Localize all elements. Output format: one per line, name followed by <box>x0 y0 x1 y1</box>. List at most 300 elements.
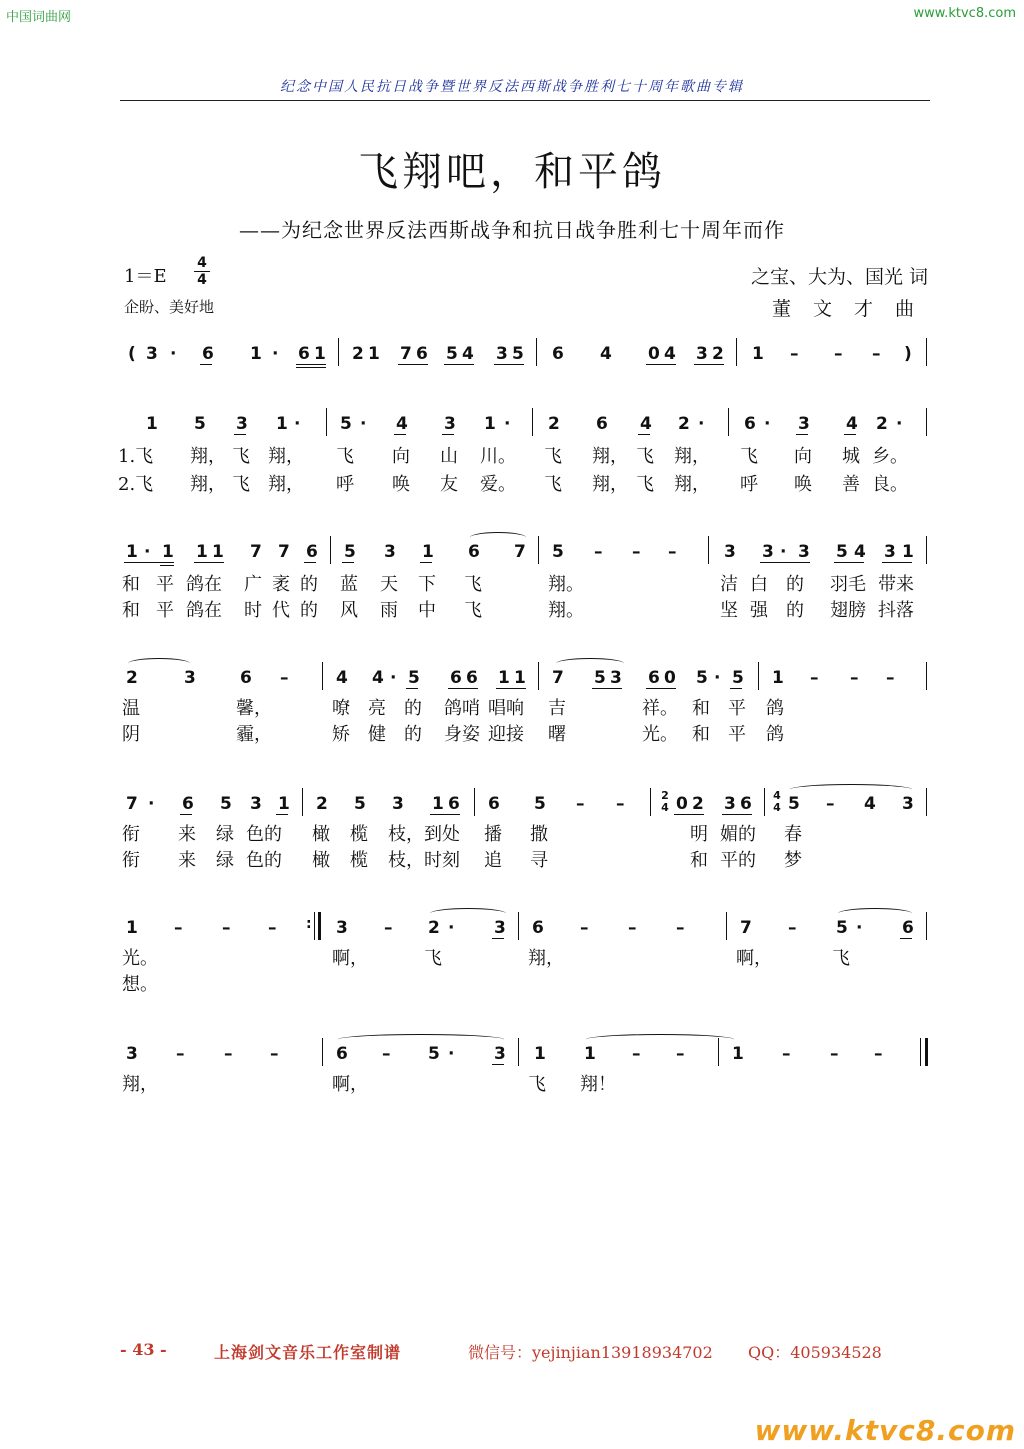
lyric-syllable: 蓝 <box>340 574 358 595</box>
lyric-syllable: 霾， <box>236 724 272 745</box>
note: – <box>594 542 603 562</box>
line3-lyrics-verse1 <box>0 694 1024 720</box>
slur-arc <box>838 908 912 919</box>
note: 1 <box>484 414 496 434</box>
line1-notes <box>0 408 1024 438</box>
note: 1 <box>732 1044 744 1064</box>
lyric-syllable: 飞 <box>424 948 442 969</box>
note: · <box>144 542 151 562</box>
note: 1 <box>162 542 174 562</box>
lyric-syllable: 爱。 <box>480 474 516 495</box>
lyric-syllable: 曙 <box>548 724 566 745</box>
beam-underline <box>160 565 174 566</box>
note: 2 <box>876 414 888 434</box>
line3-lyrics-verse2 <box>0 720 1024 746</box>
lyric-syllable: 温 <box>122 698 140 719</box>
note: 5 <box>220 794 232 814</box>
note: 5 <box>408 668 420 688</box>
note: 6 <box>240 668 252 688</box>
note: 6 <box>902 918 914 938</box>
qq-id: QQ：405934528 <box>748 1343 882 1362</box>
note: 7 <box>400 344 412 364</box>
lyric-syllable: 翔。 <box>548 600 584 621</box>
lyric-syllable: 乡。 <box>872 446 908 467</box>
note: 1 <box>368 344 380 364</box>
beam-underline <box>900 938 912 939</box>
note: 6 <box>336 1044 348 1064</box>
note: 5 <box>836 918 848 938</box>
lyric-syllable: 带来 <box>878 574 914 595</box>
lyric-syllable: 啊， <box>736 948 772 969</box>
note: 6 <box>306 542 318 562</box>
lyric-syllable: 的 <box>404 724 422 745</box>
note: – <box>628 918 637 938</box>
series-banner: 纪念中国人民抗日战争暨世界反法西斯战争胜利七十周年歌曲专辑 <box>280 79 744 95</box>
note: 3 <box>392 794 404 814</box>
lyric-syllable: 洁 <box>720 574 738 595</box>
bar-line <box>338 338 339 366</box>
lyric-syllable: 亮 <box>368 698 386 719</box>
intro-notes <box>0 338 1024 368</box>
slur-arc <box>556 658 624 669</box>
bar-line <box>926 338 927 366</box>
lyric-syllable: 啊， <box>332 948 368 969</box>
note: 3 <box>494 1044 506 1064</box>
beam-underline <box>722 814 752 815</box>
lyric-syllable: 鸽 <box>766 724 784 745</box>
note: 6 <box>488 794 500 814</box>
lyric-syllable: 山 <box>440 446 458 467</box>
lyric-syllable: 唤 <box>794 474 812 495</box>
lyric-syllable: 代 <box>272 600 290 621</box>
note: 6 <box>596 414 608 434</box>
beam-underline <box>442 434 454 435</box>
note: 6 <box>468 542 480 562</box>
bar-line <box>314 912 315 940</box>
lyric-syllable: 坚 <box>720 600 738 621</box>
site-url-right[interactable]: www.ktvc8.com <box>913 6 1016 21</box>
lyric-syllable: 的 <box>404 698 422 719</box>
note: 3 <box>724 794 736 814</box>
note: 5 <box>788 794 800 814</box>
note: 6 <box>298 344 310 364</box>
line3-notes <box>0 662 1024 692</box>
note: 6 <box>648 668 660 688</box>
lyric-syllable: 绿 <box>216 824 234 845</box>
lyric-syllable: 飞 <box>636 474 654 495</box>
note: 1 <box>250 344 262 364</box>
note: 6 <box>448 794 460 814</box>
lyric-syllable: 呼 <box>336 474 354 495</box>
lyric-syllable: 身姿 <box>444 724 480 745</box>
slur-arc <box>338 1034 504 1045</box>
lyric-syllable: 唤 <box>392 474 410 495</box>
bar-line <box>925 1038 928 1066</box>
note: · <box>896 414 903 434</box>
line2-notes <box>0 536 1024 566</box>
lyric-syllable: 白 <box>750 574 768 595</box>
note: · <box>764 414 771 434</box>
lyric-syllable: 光。 <box>122 948 158 969</box>
site-name-left[interactable]: 中国词曲网 <box>6 10 72 25</box>
lyric-syllable: 播 <box>484 824 502 845</box>
note: – <box>788 918 797 938</box>
bar-line <box>302 788 303 816</box>
line2-lyrics-verse2 <box>0 596 1024 622</box>
beam-underline <box>406 688 418 689</box>
bar-line <box>326 408 327 436</box>
lyric-syllable: 翔， <box>674 446 710 467</box>
note: – <box>676 918 685 938</box>
watermark-logo: www.ktvc8.com <box>754 1414 1016 1447</box>
beam-underline <box>646 688 676 689</box>
time-signature <box>194 256 210 287</box>
bar-line <box>926 662 927 690</box>
lyric-syllable: 想。 <box>122 974 158 995</box>
note: 7 <box>552 668 564 688</box>
bar-line <box>322 1038 323 1066</box>
lyric-syllable: 向 <box>794 446 812 467</box>
note: 1 <box>212 542 224 562</box>
bar-line <box>926 912 927 940</box>
lyric-syllable: 翅膀 <box>830 600 866 621</box>
header-rule <box>120 100 930 101</box>
bar-line <box>330 536 331 564</box>
lyric-syllable: 抖落 <box>878 600 914 621</box>
lyric-syllable: 强 <box>750 600 768 621</box>
bar-line <box>538 536 539 564</box>
note: 7 <box>740 918 752 938</box>
note: 1 <box>432 794 444 814</box>
note: 1 <box>534 1044 546 1064</box>
note: – <box>872 344 881 364</box>
lyric-syllable: 吉 <box>548 698 566 719</box>
note: 1 <box>514 668 526 688</box>
lyric-syllable: 和 <box>122 600 140 621</box>
note: 6 <box>532 918 544 938</box>
note: 5 <box>534 794 546 814</box>
beam-underline <box>304 562 316 563</box>
line5-lyrics-verse2 <box>0 970 1024 996</box>
lyric-syllable: 和 <box>690 850 708 871</box>
lyric-syllable: 鸽 <box>766 698 784 719</box>
bar-line <box>920 1038 921 1066</box>
lyric-syllable: 和 <box>122 574 140 595</box>
beam-underline <box>420 562 432 563</box>
beam-underline <box>834 562 864 563</box>
song-title: 飞翔吧，和平鸽 <box>358 149 666 195</box>
lyric-syllable: 时 <box>244 600 262 621</box>
lyric-syllable: 天 <box>380 574 398 595</box>
lyric-syllable: 平 <box>156 574 174 595</box>
note: 3 <box>610 668 622 688</box>
lyric-syllable: 榄 <box>350 824 368 845</box>
note: 3 <box>496 344 508 364</box>
note: 7 <box>278 542 290 562</box>
time-change-bottom: 4 <box>773 801 781 814</box>
note: – <box>830 1044 839 1064</box>
note: 1 <box>146 414 158 434</box>
note: 2 <box>548 414 560 434</box>
note: – <box>632 1044 641 1064</box>
lyric-syllable: 2.飞 <box>118 474 154 495</box>
note: 4 <box>600 344 612 364</box>
note: – <box>580 918 589 938</box>
lyric-syllable: 飞 <box>740 446 758 467</box>
note: – <box>834 344 843 364</box>
slur-arc <box>430 908 506 919</box>
note: – <box>270 1044 279 1064</box>
bar-line <box>728 408 729 436</box>
lyric-syllable: 飞 <box>544 474 562 495</box>
note: – <box>782 1044 791 1064</box>
note: 5 <box>344 542 356 562</box>
lyric-syllable: 健 <box>368 724 386 745</box>
note: 3 <box>798 414 810 434</box>
note: 6 <box>466 668 478 688</box>
note: 1 <box>278 794 290 814</box>
lyric-syllable: 翔！ <box>580 1074 616 1095</box>
note: 3 <box>798 542 810 562</box>
note: – <box>632 542 641 562</box>
slur-arc <box>790 784 912 795</box>
line6-lyrics <box>0 1070 1024 1096</box>
bar-line <box>758 662 759 690</box>
note: ( <box>128 344 136 364</box>
lyric-syllable: 橄 <box>312 824 330 845</box>
bar-line <box>518 1038 519 1066</box>
lyric-syllable: 衔 <box>122 824 140 845</box>
note: 1 <box>276 414 288 434</box>
lyric-syllable: 翔， <box>674 474 710 495</box>
line2-lyrics-verse1 <box>0 570 1024 596</box>
note: 6 <box>416 344 428 364</box>
note: 3 <box>384 542 396 562</box>
time-change-bottom: 4 <box>661 801 669 814</box>
lyric-syllable: 鸽在 <box>186 600 222 621</box>
note: 7 <box>514 542 526 562</box>
lyric-syllable: 平 <box>156 600 174 621</box>
slur-arc <box>586 1034 734 1045</box>
note: 3 <box>184 668 196 688</box>
lyric-syllable: 翔， <box>190 446 226 467</box>
lyric-syllable: 呼 <box>740 474 758 495</box>
bar-line <box>926 788 927 816</box>
note: 2 <box>692 794 704 814</box>
lyric-syllable: 鸽在 <box>186 574 222 595</box>
beam-underline <box>200 364 212 365</box>
lyric-syllable: 媚的 <box>720 824 756 845</box>
lyric-syllable: 翔。 <box>548 574 584 595</box>
lyric-syllable: 善 <box>842 474 860 495</box>
note: 3 <box>696 344 708 364</box>
lyric-syllable: 的 <box>300 574 318 595</box>
lyric-syllable: 啊， <box>332 1074 368 1095</box>
note: 6 <box>740 794 752 814</box>
note: 1 <box>772 668 784 688</box>
note: 1 <box>498 668 510 688</box>
lyric-syllable: 寻 <box>530 850 548 871</box>
lyric-syllable: 春 <box>784 824 802 845</box>
beam-underline <box>796 434 808 435</box>
lyric-syllable: 阴 <box>122 724 140 745</box>
repeat-sign: : <box>306 916 312 932</box>
bar-line <box>518 912 519 940</box>
bar-line <box>650 788 651 816</box>
lyric-syllable: 城 <box>842 446 860 467</box>
note: 5 <box>428 1044 440 1064</box>
note: 5 <box>512 344 524 364</box>
beam-underline <box>448 688 478 689</box>
lyric-syllable: 嘹 <box>332 698 350 719</box>
beam-underline <box>760 562 810 563</box>
bar-line <box>926 536 927 564</box>
slur-arc <box>128 658 190 669</box>
page-number: - 43 - <box>120 1340 167 1359</box>
lyric-syllable: 橄 <box>312 850 330 871</box>
line4-lyrics-verse2 <box>0 846 1024 872</box>
note: 3 <box>336 918 348 938</box>
beam-underline <box>194 562 224 563</box>
note: 4 <box>664 344 676 364</box>
note: – <box>268 918 277 938</box>
note: 1 <box>902 542 914 562</box>
lyric-syllable: 明 <box>690 824 708 845</box>
key-signature: 1＝E <box>124 266 167 287</box>
lyric-syllable: 1.飞 <box>118 446 154 467</box>
note: 5 <box>594 668 606 688</box>
lyric-syllable: 中 <box>418 600 436 621</box>
bar-line <box>322 662 323 690</box>
note: · <box>170 344 177 364</box>
beam-underline <box>342 562 354 563</box>
lyric-syllable: 飞 <box>232 474 250 495</box>
beam-underline <box>496 688 526 689</box>
beam-underline <box>730 688 742 689</box>
lyric-syllable: 衔 <box>122 850 140 871</box>
lyric-syllable: 的 <box>300 600 318 621</box>
note: 2 <box>352 344 364 364</box>
bar-line <box>318 912 321 940</box>
lyric-syllable: 枝，时刻 <box>388 850 460 871</box>
beam-underline <box>638 434 650 435</box>
note: 4 <box>396 414 408 434</box>
lyric-syllable: 平 <box>728 724 746 745</box>
time-signature-top: 4 <box>197 255 207 271</box>
note: 4 <box>372 668 384 688</box>
note: 5 <box>552 542 564 562</box>
note: – <box>886 668 895 688</box>
note: 7 <box>250 542 262 562</box>
note: 1 <box>196 542 208 562</box>
time-change-top: 4 <box>773 789 781 802</box>
note: – <box>174 918 183 938</box>
lyric-syllable: 翔， <box>268 474 304 495</box>
note: 5 <box>354 794 366 814</box>
note: 4 <box>462 344 474 364</box>
note: – <box>668 542 677 562</box>
lyric-syllable: 飞 <box>636 446 654 467</box>
note: – <box>826 794 835 814</box>
lyric-syllable: 下 <box>418 574 436 595</box>
note: · <box>448 1044 455 1064</box>
note: 1 <box>752 344 764 364</box>
note: – <box>790 344 799 364</box>
beam-underline <box>882 562 912 563</box>
beam-underline <box>444 364 474 365</box>
beam-underline <box>430 814 460 815</box>
lyric-syllable: 翔， <box>528 948 564 969</box>
song-subtitle: ——为纪念世界反法西斯战争和抗日战争胜利七十周年而作 <box>239 218 785 242</box>
note: – <box>222 918 231 938</box>
beam-underline <box>398 364 428 365</box>
lyric-syllable: 友 <box>440 474 458 495</box>
note: 5 <box>732 668 744 688</box>
lyric-syllable: 翔， <box>122 1074 158 1095</box>
lyric-syllable: 和 <box>692 698 710 719</box>
note: – <box>676 1044 685 1064</box>
lyric-syllable: 祥。 <box>642 698 678 719</box>
lyric-syllable: 飞 <box>232 446 250 467</box>
beam-underline <box>234 434 246 435</box>
bar-line <box>532 408 533 436</box>
beam-underline <box>674 814 704 815</box>
lyric-syllable: 向 <box>392 446 410 467</box>
lyric-syllable: 平 <box>728 698 746 719</box>
note: – <box>576 794 585 814</box>
line5-lyrics-verse1 <box>0 944 1024 970</box>
note: · <box>504 414 511 434</box>
note: 1 <box>584 1044 596 1064</box>
note: 3 <box>902 794 914 814</box>
bar-line <box>764 788 765 816</box>
note: · <box>448 918 455 938</box>
beam-underline <box>694 364 724 365</box>
lyric-syllable: 的 <box>786 574 804 595</box>
composer-credit: 董文才曲 <box>771 298 936 320</box>
note: 0 <box>664 668 676 688</box>
note: 6 <box>450 668 462 688</box>
note: · <box>294 414 301 434</box>
bar-line <box>474 788 475 816</box>
beam-underline <box>276 814 288 815</box>
note: 6 <box>744 414 756 434</box>
beam-underline <box>646 364 676 365</box>
beam-underline <box>592 688 622 689</box>
bar-line <box>726 912 727 940</box>
lyric-syllable: 飞 <box>464 574 482 595</box>
note: 3 <box>250 794 262 814</box>
time-change-top: 2 <box>661 789 669 802</box>
note: 7 <box>126 794 138 814</box>
note: 6 <box>202 344 214 364</box>
note: · <box>148 794 155 814</box>
beam-underline <box>180 814 192 815</box>
line4-lyrics-verse1 <box>0 820 1024 846</box>
lyric-syllable: 羽毛 <box>830 574 866 595</box>
beam-underline <box>296 364 326 365</box>
note: 5 <box>194 414 206 434</box>
note: – <box>176 1044 185 1064</box>
lyric-syllable: 色的 <box>246 824 282 845</box>
lyric-syllable: 风 <box>340 600 358 621</box>
note: 3 <box>494 918 506 938</box>
line5-notes <box>0 912 1024 942</box>
note: – <box>280 668 289 688</box>
tempo-marking: 企盼、美好地 <box>124 298 215 316</box>
note: 4 <box>336 668 348 688</box>
line6-notes <box>0 1038 1024 1068</box>
